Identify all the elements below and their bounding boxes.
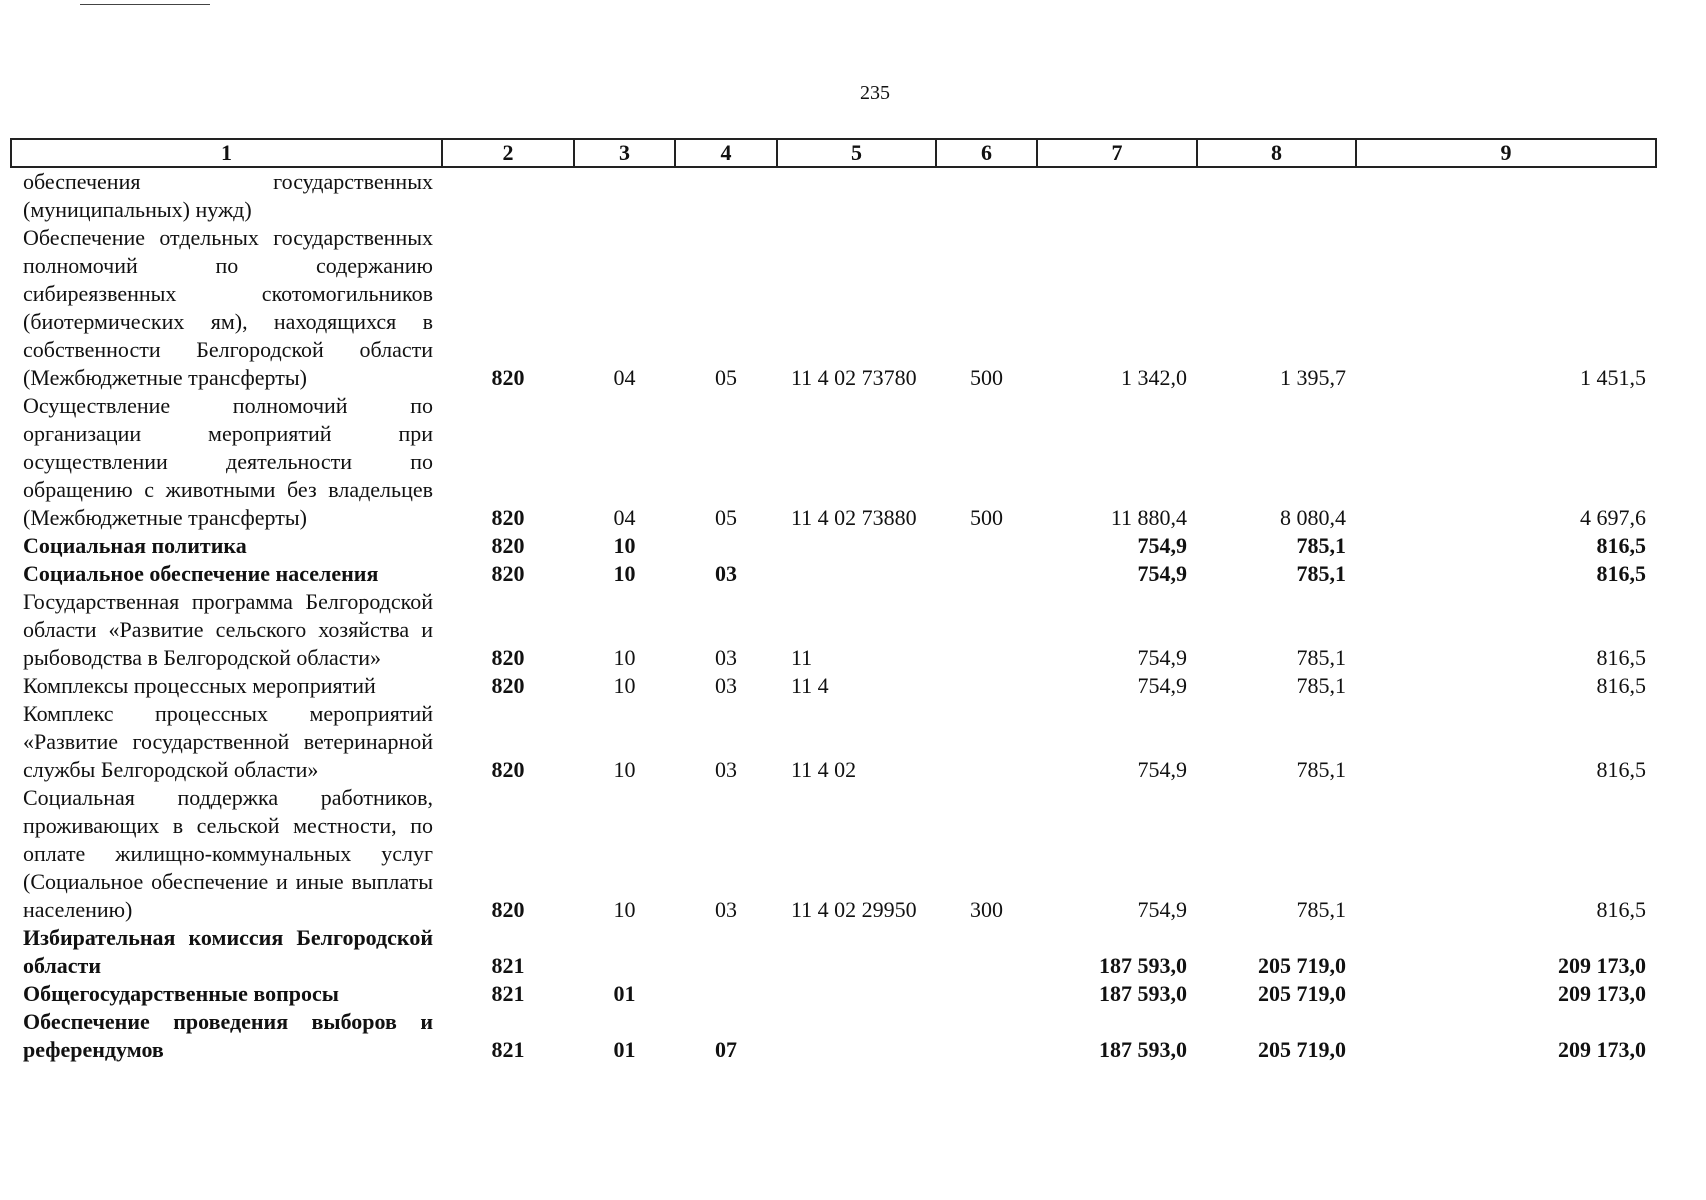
code-rz: 10 [613,897,636,922]
code-csr [777,1008,936,1064]
row-description: Общегосударственные вопросы [23,981,339,1006]
value-col-8: 785,1 [1296,561,1346,586]
table-row [11,560,1656,588]
value-col-7 [1037,167,1197,224]
code-vr: 300 [970,897,1003,922]
code-rz: 01 [613,981,636,1006]
row-description: Комплекс процессных мероприятий «Развитие государственной ветеринарной службы Белгородской области» [23,701,433,782]
code-csr [777,560,936,588]
value-col-8: 785,1 [1296,645,1346,670]
code-gr [442,167,574,224]
code-rz: 10 [613,757,636,782]
table-header-row [11,139,1656,167]
value-col-9 [1356,167,1656,224]
code-rz: 10 [613,533,636,558]
code-pr [675,924,777,980]
table-row [11,392,1656,532]
row-description: Обеспечение отдельных государственных полномочий по содержанию сибиреязвенных скотомогильников (биотермических ям), находящихся в собственности Белгородской области (Межбюджетные трансферты) [23,225,433,390]
code-pr: 05 [715,365,737,390]
value-col-8: 1 395,7 [1280,365,1346,390]
table-row [11,588,1656,672]
value-col-7: 11 880,4 [1110,505,1187,530]
row-description: Комплексы процессных мероприятий [23,673,376,698]
value-col-8: 205 719,0 [1258,953,1346,978]
code-gr: 820 [491,561,525,586]
code-pr: 03 [715,757,737,782]
value-col-9: 816,5 [1596,533,1646,558]
table-row [11,700,1656,784]
code-vr [936,532,1037,560]
value-col-9: 816,5 [1596,673,1646,698]
code-gr: 820 [491,673,525,698]
value-col-7: 754,9 [1137,673,1187,698]
code-rz: 04 [613,505,636,530]
row-description: обеспечения государственных (муниципальных) нужд) [23,169,433,222]
code-gr: 821 [491,953,525,978]
column-header: 3 [574,139,675,167]
code-csr: 11 4 02 73780 [791,365,917,390]
table-row [11,784,1656,924]
table-body [11,167,1656,1064]
value-col-9: 816,5 [1596,757,1646,782]
code-csr [777,532,936,560]
value-col-7: 754,9 [1137,897,1187,922]
code-gr: 821 [491,1037,525,1062]
code-vr [936,588,1037,672]
value-col-7: 187 593,0 [1099,953,1187,978]
code-csr: 11 4 [791,673,829,698]
code-csr: 11 4 02 29950 [791,897,917,922]
column-header: 9 [1356,139,1656,167]
code-pr [675,980,777,1008]
value-col-8: 205 719,0 [1258,1037,1346,1062]
code-gr: 820 [491,897,525,922]
value-col-8: 8 080,4 [1280,505,1346,530]
value-col-8: 785,1 [1296,897,1346,922]
code-vr [936,924,1037,980]
column-header: 4 [675,139,777,167]
column-header: 8 [1197,139,1356,167]
value-col-7: 187 593,0 [1099,1037,1187,1062]
value-col-7: 754,9 [1137,757,1187,782]
budget-table [10,138,1657,1064]
column-header: 5 [777,139,936,167]
code-vr [936,167,1037,224]
code-pr: 03 [715,673,737,698]
row-description: Социальная поддержка работников, проживающих в сельской местности, по оплате жилищно-коммунальных услуг (Социальное обеспечение и иные выплаты населению) [23,785,433,922]
code-rz: 10 [613,645,636,670]
code-gr: 820 [491,365,525,390]
value-col-7: 754,9 [1137,533,1187,558]
value-col-9: 1 451,5 [1580,365,1646,390]
column-header: 6 [936,139,1037,167]
value-col-8: 205 719,0 [1258,981,1346,1006]
row-description: Обеспечение проведения выборов и референдумов [23,1009,433,1062]
code-vr: 500 [970,505,1003,530]
column-header: 2 [442,139,574,167]
code-vr [936,700,1037,784]
value-col-9: 816,5 [1596,897,1646,922]
code-vr [936,560,1037,588]
code-pr: 03 [715,645,737,670]
table-row [11,532,1656,560]
column-header: 1 [11,139,442,167]
code-csr: 11 [791,645,813,670]
value-col-8: 785,1 [1296,757,1346,782]
value-col-7: 754,9 [1137,645,1187,670]
table-row [11,672,1656,700]
value-col-8 [1197,167,1356,224]
code-pr: 03 [715,561,737,586]
code-gr: 820 [491,757,525,782]
code-gr: 821 [491,981,525,1006]
code-rz: 10 [613,673,636,698]
column-header: 7 [1037,139,1197,167]
code-pr [675,167,777,224]
value-col-8: 785,1 [1296,673,1346,698]
value-col-9: 816,5 [1596,561,1646,586]
value-col-7: 1 342,0 [1121,365,1187,390]
code-csr: 11 4 02 [791,757,857,782]
value-col-9: 4 697,6 [1580,505,1646,530]
value-col-7: 187 593,0 [1099,981,1187,1006]
table-row [11,980,1656,1008]
code-csr [777,167,936,224]
table-row [11,224,1656,392]
value-col-9: 209 173,0 [1558,1037,1646,1062]
code-rz: 01 [613,1037,636,1062]
code-csr [777,980,936,1008]
value-col-7: 754,9 [1137,561,1187,586]
code-rz [574,167,675,224]
row-description: Социальная политика [23,533,247,558]
code-rz [574,924,675,980]
table-row [11,924,1656,980]
value-col-9: 209 173,0 [1558,953,1646,978]
code-pr: 07 [715,1037,737,1062]
code-pr [675,532,777,560]
code-rz: 10 [613,561,636,586]
row-description: Государственная программа Белгородской области «Развитие сельского хозяйства и рыбоводства в Белгородской области» [23,589,433,670]
value-col-9: 816,5 [1596,645,1646,670]
code-csr: 11 4 02 73880 [791,505,917,530]
row-description: Осуществление полномочий по организации мероприятий при осуществлении деятельности по обращению с животными без владельцев (Межбюджетные трансферты) [23,393,433,530]
value-col-9: 209 173,0 [1558,981,1646,1006]
code-vr [936,980,1037,1008]
row-description: Социальное обеспечение населения [23,561,379,586]
table-row [11,167,1656,224]
code-vr: 500 [970,365,1003,390]
code-gr: 820 [491,533,525,558]
code-rz: 04 [613,365,636,390]
code-csr [777,924,936,980]
code-gr: 820 [491,645,525,670]
code-pr: 05 [715,505,737,530]
table-row [11,1008,1656,1064]
code-gr: 820 [491,505,525,530]
top-rule [80,4,210,5]
code-pr: 03 [715,897,737,922]
code-vr [936,672,1037,700]
row-description: Избирательная комиссия Белгородской области [23,925,433,978]
page-number: 235 [860,82,890,104]
code-vr [936,1008,1037,1064]
value-col-8: 785,1 [1296,533,1346,558]
